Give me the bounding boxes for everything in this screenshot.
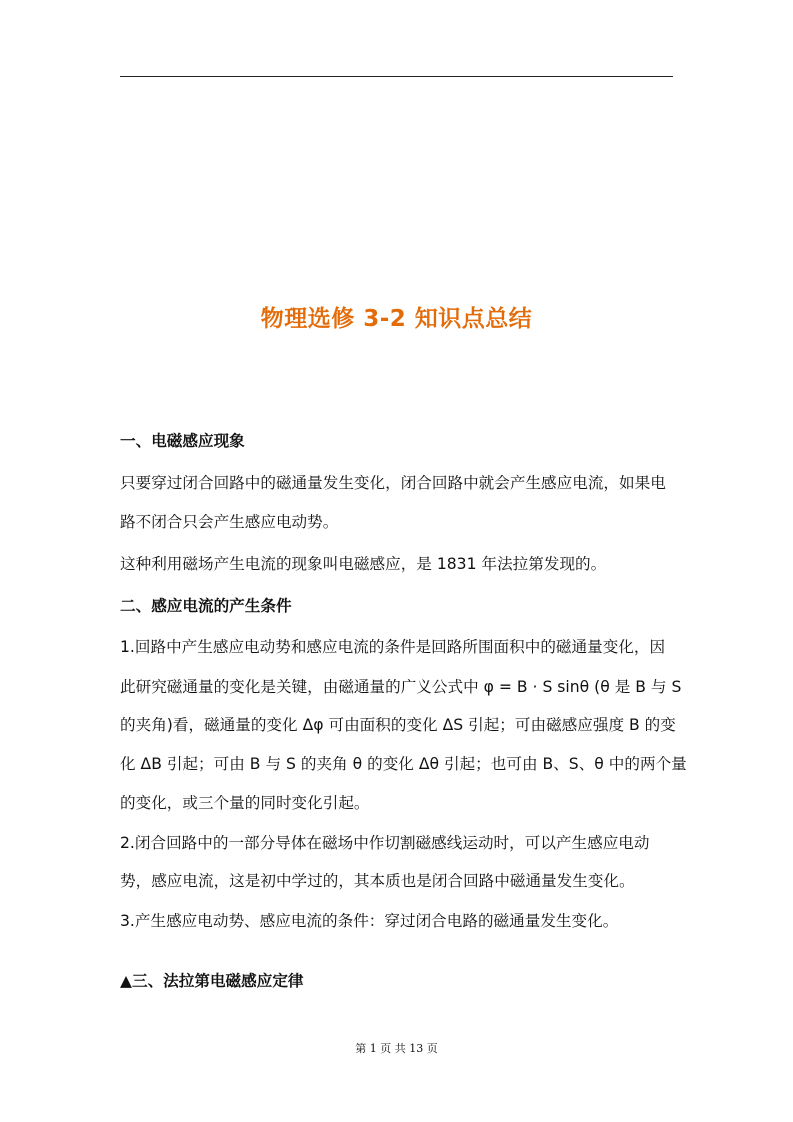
paragraph-line: 化 ΔB 引起；可由 B 与 S 的夹角 θ 的变化 Δθ 引起；也可由 B、S、θ 中的两个量 [120,755,687,773]
paragraph-line: 的夹角)看，磁通量的变化 Δφ 可由面积的变化 ΔS 引起；可由磁感应强度 B 的变 [120,716,676,734]
paragraph-line: 2.闭合回路中的一部分导体在磁场中作切割磁感线运动时，可以产生感应电动 [120,834,650,852]
section-heading-2: 二、感应电流的产生条件 [120,597,292,615]
paragraph-line: 3.产生感应电动势、感应电流的条件：穿过闭合电路的磁通量发生变化。 [120,912,619,930]
section-heading-3: ▲三、法拉第电磁感应定律 [120,972,304,990]
section-heading-1: 一、电磁感应现象 [120,432,245,450]
paragraph-line: 这种利用磁场产生电流的现象叫电磁感应，是 1831 年法拉第发现的。 [120,555,607,573]
paragraph-line: 1.回路中产生感应电动势和感应电流的条件是回路所围面积中的磁通量变化，因 [120,638,666,656]
paragraph-line: 的变化，或三个量的同时变化引起。 [120,794,370,812]
paragraph-line: 只要穿过闭合回路中的磁通量发生变化，闭合回路中就会产生感应电流，如果电 [120,474,666,492]
paragraph-line: 此研究磁通量的变化是关键，由磁通量的广义公式中 φ = B · S sinθ (θ 是 B 与 S [120,678,682,696]
page-number-footer: 第 1 页 共 13 页 [355,1042,438,1055]
document-title: 物理选修 3-2 知识点总结 [260,306,533,332]
header-rule [120,76,673,77]
paragraph-line: 路不闭合只会产生感应电动势。 [120,513,339,531]
paragraph-line: 势，感应电流，这是初中学过的，其本质也是闭合回路中磁通量发生变化。 [120,872,635,890]
